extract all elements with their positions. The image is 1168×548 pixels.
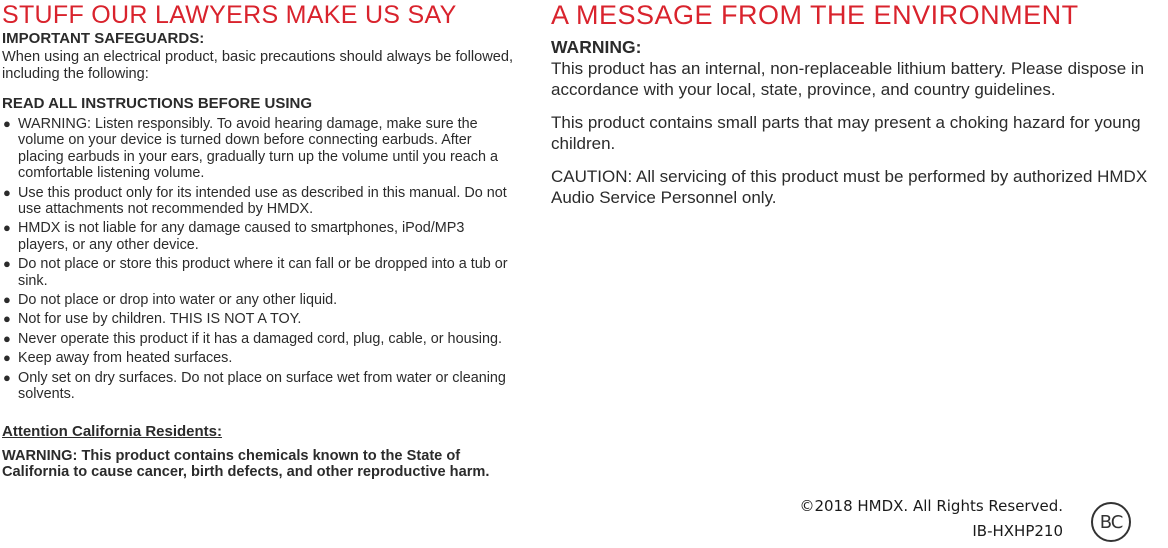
list-item bbox=[2, 116, 514, 182]
list-item-text: Use this product only for its intended use as described in this manual. Do not use attachments not recommended by HMDX. bbox=[18, 184, 507, 218]
read-instructions-heading: READ ALL INSTRUCTIONS BEFORE USING bbox=[2, 95, 313, 112]
bullet-icon: ● bbox=[3, 256, 11, 272]
copyright-block bbox=[799, 494, 1063, 544]
bc-logo-text: BC bbox=[1099, 511, 1123, 533]
bullet-icon: ● bbox=[3, 350, 11, 366]
california-warning: WARNING: This product contains chemicals known to the State of California to cause cancer, birth defects, and other reproductive harm. bbox=[2, 447, 490, 480]
list-item-text: Never operate this product if it has a damaged cord, plug, cable, or housing. bbox=[18, 330, 502, 347]
list-item bbox=[2, 350, 514, 366]
list-item bbox=[2, 311, 514, 327]
list-item bbox=[2, 331, 514, 347]
safeguards-list bbox=[2, 116, 514, 403]
caution-paragraph: CAUTION: All servicing of this product must be performed by authorized HMDX Audio Service Personnel only. bbox=[551, 167, 1148, 207]
model-number: IB-HXHP210 bbox=[972, 522, 1063, 540]
bullet-icon: ● bbox=[3, 369, 11, 385]
list-item-text: Do not place or store this product where it can fall or be dropped into a tub or sink. bbox=[18, 256, 508, 289]
safeguards-intro: When using an electrical product, basic precautions should always be followed, including the following: bbox=[2, 49, 514, 82]
environment-title: A MESSAGE FROM THE ENVIRONMENT bbox=[551, 0, 1079, 30]
environment-section bbox=[551, 0, 1163, 208]
list-item-text: WARNING: Listen responsibly. To avoid hearing damage, make sure the volume on your device is turned down before connecting earbuds. After placing earbuds in your ears, gradually turn up the volume until you reach a comfortable listening volume. bbox=[18, 116, 498, 182]
battery-paragraph: This product has an internal, non-replaceable lithium battery. Please dispose in accordance with your local, state, province, and country guidelines. bbox=[551, 59, 1145, 99]
list-item bbox=[2, 220, 514, 253]
list-item-text: Do not place or drop into water or any other liquid. bbox=[18, 292, 338, 309]
list-item bbox=[2, 185, 514, 218]
bullet-icon: ● bbox=[3, 330, 11, 346]
bullet-icon: ● bbox=[3, 311, 11, 327]
copyright-text: ©2018 HMDX. All Rights Reserved. bbox=[799, 497, 1063, 515]
lawyers-section bbox=[2, 0, 514, 481]
list-item-text: HMDX is not liable for any damage caused to smartphones, iPod/MP3 players, or any other device. bbox=[18, 220, 465, 253]
bullet-icon: ● bbox=[3, 220, 11, 236]
bullet-icon: ● bbox=[3, 292, 11, 308]
bc-logo-icon bbox=[1091, 502, 1131, 542]
lawyers-title: STUFF OUR LAWYERS MAKE US SAY bbox=[2, 1, 457, 29]
list-item bbox=[2, 256, 514, 289]
list-item-text: Keep away from heated surfaces. bbox=[18, 350, 233, 367]
safeguards-heading: IMPORTANT SAFEGUARDS: bbox=[2, 30, 205, 47]
environment-warning-heading: WARNING: bbox=[551, 37, 642, 57]
bullet-icon: ● bbox=[3, 116, 11, 131]
list-item bbox=[2, 292, 514, 308]
list-item-text: Only set on dry surfaces. Do not place on surface wet from water or cleaning solvents. bbox=[18, 369, 506, 403]
bullet-icon: ● bbox=[3, 184, 11, 200]
choking-paragraph: This product contains small parts that may present a choking hazard for young children. bbox=[551, 113, 1141, 153]
list-item-text: Not for use by children. THIS IS NOT A TOY. bbox=[18, 311, 302, 328]
california-heading: Attention California Residents: bbox=[2, 422, 223, 440]
list-item bbox=[2, 370, 514, 403]
